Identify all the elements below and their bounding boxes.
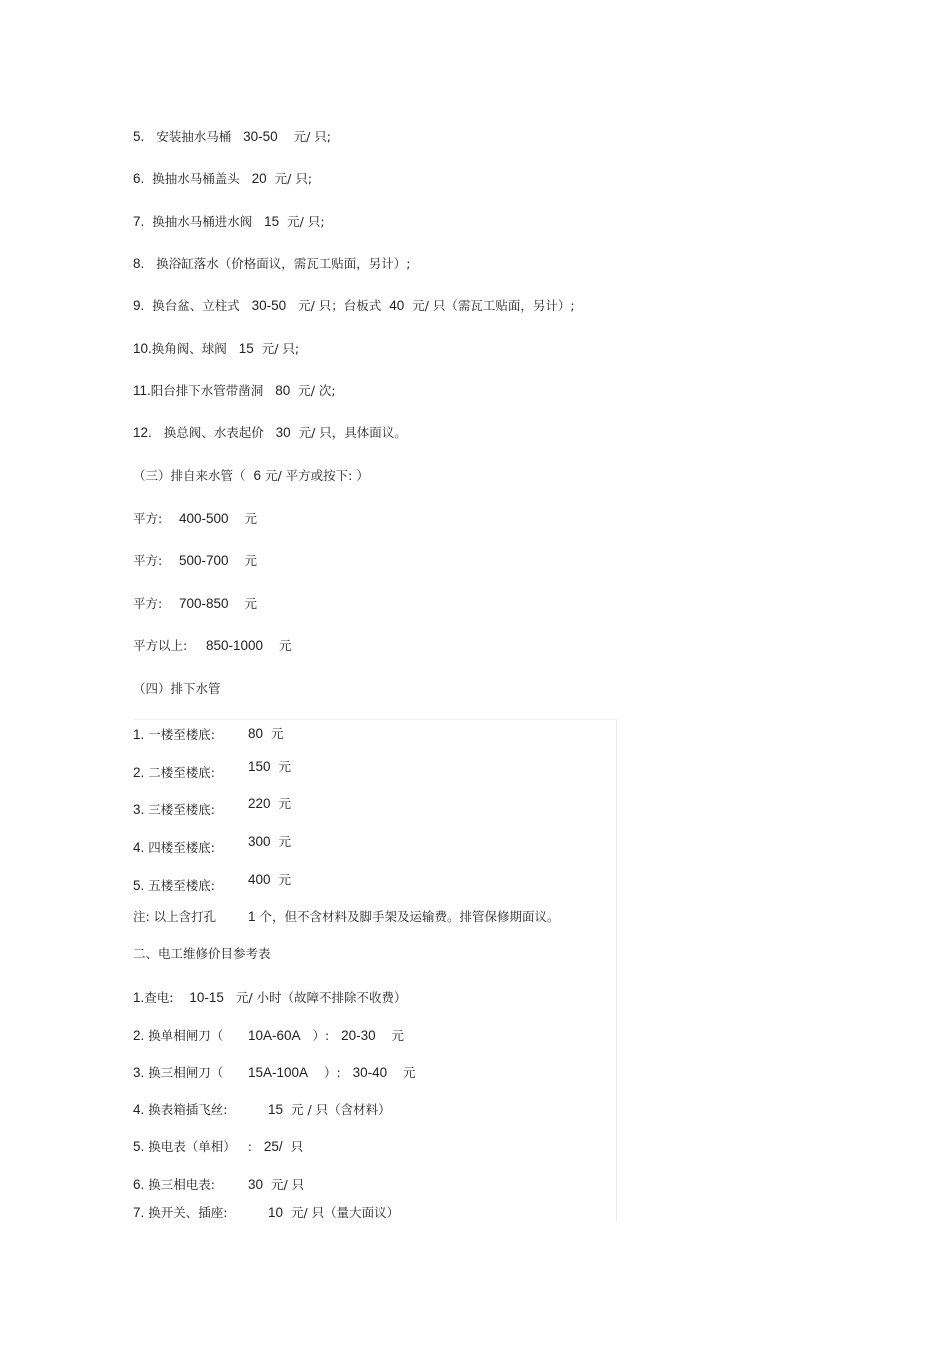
plumbing-item-9: 9. 换台盆、立柱式 30-50 元/ 只；台板式 40 元/ 只（需瓦工贴面，另计）; bbox=[133, 298, 575, 313]
electric-item-7-value: 10 元/ 只（量大面议） bbox=[268, 1205, 400, 1220]
electric-item-2: 2. 换单相闸刀（ bbox=[133, 1028, 224, 1043]
electric-item-7: 7. 换开关、插座: bbox=[133, 1205, 228, 1220]
plumbing-item-10: 10.换角阀、球阀 15 元/ 只; bbox=[133, 341, 300, 356]
section4-row-1-value: 80 元 bbox=[248, 726, 284, 741]
section4-row-4-value: 300 元 bbox=[248, 834, 291, 849]
note-label: 注: 以上含打孔 bbox=[133, 909, 217, 924]
section3-row-2: 平方: bbox=[133, 553, 163, 568]
electric-item-1: 1.查电: 10-15 元/ 小时（故障不排除不收费） bbox=[133, 990, 407, 1005]
electric-item-2-value: 10A-60A ）: 20-30 元 bbox=[248, 1028, 405, 1043]
plumbing-item-8: 8. 换浴缸落水（价格面议，需瓦工贴面，另计）; bbox=[133, 256, 411, 271]
section3-row-4-value: 850-1000 元 bbox=[206, 638, 292, 653]
section4-row-3-value: 220 元 bbox=[248, 796, 291, 811]
section4-row-4: 4. 四楼至楼底: bbox=[133, 840, 215, 855]
electric-title: 二、电工维修价目参考表 bbox=[133, 946, 271, 961]
section3-title: （三）排自来水管（ 6 元/ 平方或按下: ） bbox=[133, 468, 369, 483]
electric-item-4-value: 15 元 / 只（含材料） bbox=[268, 1102, 391, 1117]
plumbing-item-6: 6. 换抽水马桶盖头 20 元/ 只; bbox=[133, 171, 313, 186]
section3-row-3: 平方: bbox=[133, 596, 163, 611]
box-top-border bbox=[133, 719, 617, 720]
section4-row-1: 1. 一楼至楼底: bbox=[133, 727, 215, 742]
section4-row-3: 3. 三楼至楼底: bbox=[133, 802, 215, 817]
section4-row-5-value: 400 元 bbox=[248, 872, 291, 887]
section3-row-3-value: 700-850 元 bbox=[179, 596, 257, 611]
electric-item-3-value: 15A-100A ）: 30-40 元 bbox=[248, 1065, 416, 1080]
electric-item-5: 5. 换电表（单相） : 25/ 只 bbox=[133, 1139, 304, 1154]
section4-title: （四）排下水管 bbox=[133, 681, 221, 696]
section4-row-2: 2. 二楼至楼底: bbox=[133, 765, 215, 780]
plumbing-item-7: 7. 换抽水马桶进水阀 15 元/ 只; bbox=[133, 214, 325, 229]
section4-row-5: 5. 五楼至楼底: bbox=[133, 878, 215, 893]
section4-row-2-value: 150 元 bbox=[248, 759, 291, 774]
section3-row-4: 平方以上: bbox=[133, 638, 188, 653]
box-right-border bbox=[616, 719, 617, 1222]
electric-item-6-value: 30 元/ 只 bbox=[248, 1177, 305, 1192]
section3-row-1: 平方: bbox=[133, 511, 163, 526]
plumbing-item-11: 11.阳台排下水管带凿洞 80 元/ 次; bbox=[133, 383, 336, 398]
plumbing-item-12: 12. 换总阀、水表起价 30 元/ 只，具体面议。 bbox=[133, 425, 407, 440]
electric-item-4: 4. 换表箱插飞丝: bbox=[133, 1102, 228, 1117]
section3-row-2-value: 500-700 元 bbox=[179, 553, 257, 568]
electric-item-3: 3. 换三相闸刀（ bbox=[133, 1065, 224, 1080]
electric-item-6: 6. 换三相电表: bbox=[133, 1177, 215, 1192]
section3-row-1-value: 400-500 元 bbox=[179, 511, 257, 526]
note-text: 1 个，但不含材料及脚手架及运输费。排管保修期面议。 bbox=[248, 909, 560, 924]
plumbing-item-5: 5. 安装抽水马桶 30-50 元/ 只; bbox=[133, 129, 331, 144]
